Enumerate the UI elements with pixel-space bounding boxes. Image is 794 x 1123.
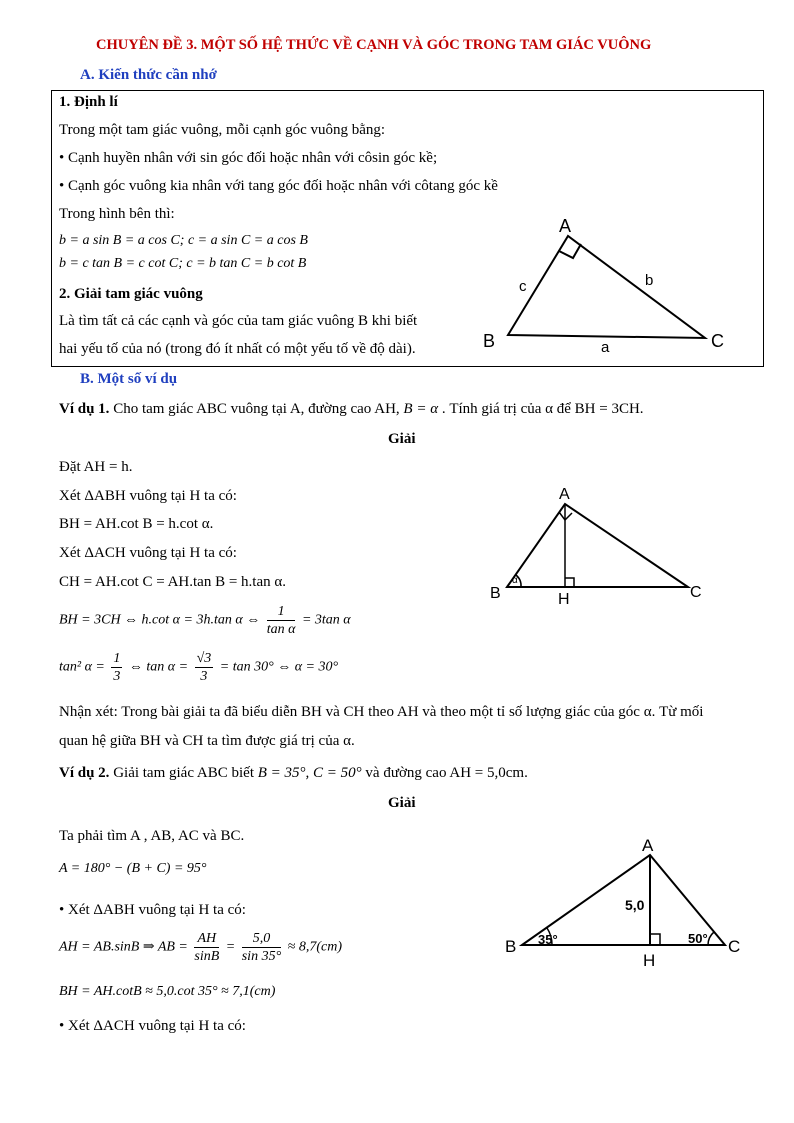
example-2-solution-heading: Giải: [388, 795, 416, 811]
ex2-line-2: • Xét ΔABH vuông tại H ta có:: [59, 902, 246, 918]
vertex-b-label: B: [490, 585, 501, 602]
foot-h-label: H: [643, 951, 656, 970]
ex1-equation-1: BH = 3CH ⇔ h.cot α = 3h.tan α ⇔ $\frac{1}{\text{tan α}}$ = 3tan α: [59, 604, 351, 637]
theorem-heading: 1. Định lí: [59, 94, 118, 110]
solve-text-1: Là tìm tất cả các cạnh và góc của tam giác vuông B khi biết: [59, 313, 418, 329]
section-a-heading: A. Kiến thức cần nhớ: [80, 67, 217, 83]
vertex-b-label: B: [505, 937, 517, 956]
side-a-label: a: [601, 339, 610, 356]
solve-text-2: hai yếu tố của nó (trong đó ít nhất có một yếu tố về độ dài).: [59, 341, 416, 357]
triangle-35-50-figure: [500, 835, 750, 970]
solve-heading: 2. Giải tam giác vuông: [59, 286, 203, 302]
theorem-formula-1: b = a sin B = a cos C; c = a sin C = a cos B: [59, 233, 308, 248]
ex1-line-3: BH = AH.cot B = h.cot α.: [59, 516, 214, 532]
vertex-a-label: A: [559, 486, 570, 503]
theorem-intro: Trong một tam giác vuông, mỗi cạnh góc vuông bằng:: [59, 122, 386, 138]
angle-c-label: 50°: [688, 931, 708, 946]
example-2-label: Ví dụ 2.: [59, 765, 110, 781]
ex2-equation-1: A = 180° − (B + C) = 95°: [59, 861, 207, 876]
ex1-line-1: Đặt AH = h.: [59, 459, 133, 475]
example-2-condition: B = 35°, C = 50°: [257, 765, 362, 781]
vertex-a-label: A: [559, 216, 572, 236]
ex1-line-4: Xét ΔACH vuông tại H ta có:: [59, 545, 237, 561]
example-1-statement: Ví dụ 1. Cho tam giác ABC vuông tại A, đường cao AH, B = α . Tính giá trị của α để BH = 3CH.: [59, 401, 644, 417]
example-2-statement: Ví dụ 2. Giải tam giác ABC biết B = 35°, C = 50° và đường cao AH = 5,0cm.: [59, 765, 528, 781]
ex1-remark-1: Nhận xét: Trong bài giải ta đã biểu diễn BH và CH theo AH và theo một tỉ số lượng giác của góc α. Từ mối: [59, 704, 704, 720]
vertex-c-label: C: [690, 584, 702, 601]
angle-b-label: 35°: [538, 932, 558, 947]
alpha-label: α: [512, 575, 518, 586]
theorem-bullet-1: • Cạnh huyền nhân với sin góc đối hoặc nhân với côsin góc kề;: [59, 150, 438, 166]
vertex-b-label: B: [483, 331, 496, 351]
theorem-formula-2: b = c tan B = c cot C; c = b tan C = b cot B: [59, 256, 307, 271]
example-1-label: Ví dụ 1.: [59, 401, 110, 417]
ex1-remark-2: quan hệ giữa BH và CH ta tìm được giá trị của α.: [59, 733, 355, 749]
ex1-equation-2: tan² α = $\frac{1}{3}$ ⇔ tan α = $\frac{√3}{3}$ = tan 30° ⇔ α = 30°: [59, 651, 339, 684]
ex2-line-3: • Xét ΔACH vuông tại H ta có:: [59, 1018, 246, 1034]
ex1-line-5: CH = AH.cot C = AH.tan B = h.tan α.: [59, 574, 286, 590]
example-1-solution-heading: Giải: [388, 431, 416, 447]
vertex-a-label: A: [642, 836, 654, 855]
ex2-equation-3: BH = AH.cotB ≈ 5,0.cot 35° ≈ 7,1(cm): [59, 984, 276, 999]
foot-h-label: H: [558, 591, 570, 607]
ex1-line-2: Xét ΔABH vuông tại H ta có:: [59, 488, 237, 504]
example-1-condition: B = α: [403, 401, 439, 417]
ex2-line-1: Ta phải tìm A , AB, AC và BC.: [59, 828, 245, 844]
side-b-label: b: [645, 272, 654, 289]
triangle-altitude-alpha-figure: [485, 482, 710, 607]
vertex-c-label: C: [711, 331, 724, 351]
theorem-figure-ref: Trong hình bên thì:: [59, 206, 175, 222]
theorem-bullet-2: • Cạnh góc vuông kia nhân với tang góc đối hoặc nhân với côtang góc kề: [59, 178, 498, 194]
triangle-abc-figure: [475, 210, 735, 360]
altitude-length-label: 5,0: [625, 897, 645, 913]
page-title: CHUYÊN ĐỀ 3. MỘT SỐ HỆ THỨC VỀ CẠNH VÀ GÓC TRONG TAM GIÁC VUÔNG: [96, 37, 652, 53]
ex2-equation-2: AH = AB.sinB ⇒ AB = $\frac{AH}{\sin B}$ = $\frac{5,0}{\sin 35^\circ}$ ≈ 8,7(cm): [59, 931, 343, 964]
section-b-heading: B. Một số ví dụ: [80, 371, 178, 387]
side-c-label: c: [519, 278, 527, 295]
vertex-c-label: C: [728, 937, 741, 956]
